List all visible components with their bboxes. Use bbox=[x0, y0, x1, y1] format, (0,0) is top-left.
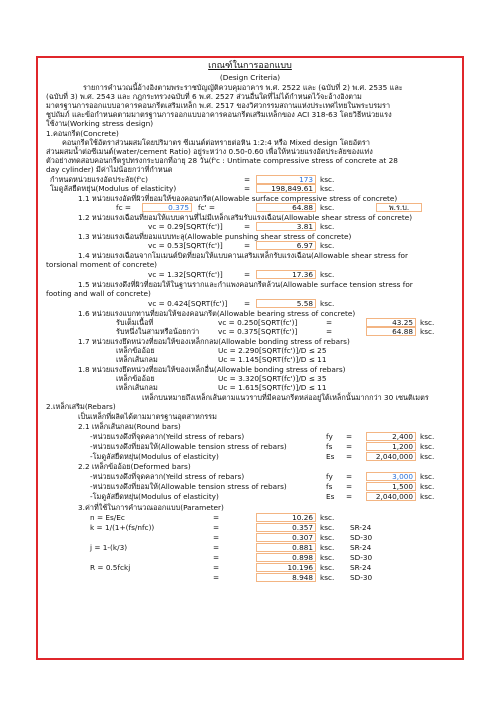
s15-formula: vc = 0.424[SQRT(fc')] bbox=[148, 299, 228, 308]
deformed-fs-unit: ksc. bbox=[420, 482, 435, 491]
s11-unit: ksc. bbox=[320, 203, 335, 212]
round-fs-eq: = bbox=[346, 442, 353, 451]
deformed-fy-input[interactable]: 3,000 bbox=[366, 472, 416, 481]
param-n-unit: ksc. bbox=[320, 513, 335, 522]
param-n-eq: = bbox=[213, 513, 220, 522]
s16-value-2: 64.88 bbox=[366, 327, 416, 336]
s17-formula-2: Uc = 1.145[SQRT(fc')]/D ≤ 11 bbox=[218, 355, 327, 364]
param-r-sd-unit: ksc. bbox=[320, 573, 335, 582]
param-j-sd-unit: ksc. bbox=[320, 553, 335, 562]
intro-line-5: ใช้งาน(Working stress design) bbox=[46, 119, 154, 128]
param-n-value: 10.26 bbox=[256, 513, 316, 522]
s16-formula-1: vc = 0.250[SQRT(fc')] bbox=[218, 318, 298, 327]
param-r-sr-value: 10.196 bbox=[256, 563, 316, 572]
s16-eq-2: = bbox=[326, 327, 333, 336]
deformed-es-unit: ksc. bbox=[420, 492, 435, 501]
s16-value-1: 43.25 bbox=[366, 318, 416, 327]
s11-coef-input[interactable]: 0.375 bbox=[142, 203, 192, 212]
s15-value: 5.58 bbox=[256, 299, 316, 308]
s14-heading: 1.4 หน่วยแรงเฉือนจากโมเมนต์บิดที่ยอมให้แบบคานเสริมเหล็กรับแรงเฉือน(Allowable shear stress for bbox=[78, 251, 408, 260]
section-parameter-heading: 3.ค่าที่ใช้ในการคำนวณออกแบบ(Parameter) bbox=[78, 503, 224, 512]
round-fs-label: -หน่วยแรงดึงที่ยอมให้(Allowable tension stress of rebars) bbox=[90, 442, 287, 451]
round-fy-value: 2,400 bbox=[366, 432, 416, 441]
s16-heading: 1.6 หน่วยแรงแบกทานที่ยอมให้ของคอนกรีต(Allowable bearing stress of concrete) bbox=[78, 309, 356, 318]
s13-eq: = bbox=[244, 241, 251, 250]
s13-value: 6.97 bbox=[256, 241, 316, 250]
s22-heading: 2.2 เหล็กข้ออ้อย(Deformed bars) bbox=[78, 462, 191, 471]
param-k-sd-eq: = bbox=[213, 533, 220, 542]
section-concrete-heading: 1.คอนกรีต(Concrete) bbox=[46, 129, 119, 138]
s14-eq: = bbox=[244, 270, 251, 279]
deformed-fy-symbol: fy bbox=[326, 472, 333, 481]
param-n-label: n = Es/Ec bbox=[90, 513, 125, 522]
fc-eq: = bbox=[244, 175, 251, 184]
intro-line-4: ชูปถัมภ์ และข้อกำหนดตามมาตรฐานการออกแบบอาคารคอนกรีตเสริมเหล็กของ ACI 318-63 โดยวิธีหน่วยแรง bbox=[46, 110, 392, 119]
deformed-es-eq: = bbox=[346, 492, 353, 501]
ec-unit: ksc. bbox=[320, 184, 335, 193]
fc-unit: ksc. bbox=[320, 175, 335, 184]
param-j-sr-unit: ksc. bbox=[320, 543, 335, 552]
page-title: เกณฑ์ในการออกแบบ bbox=[208, 61, 292, 71]
ec-eq: = bbox=[244, 184, 251, 193]
s17-formula-1: Uc = 2.290[SQRT(fc')]/D ≤ 25 bbox=[218, 346, 327, 355]
s18-round-label: เหล็กเส้นกลม bbox=[116, 383, 158, 392]
s13-unit: ksc. bbox=[320, 241, 335, 250]
s16-third-area-label: รับหนึ่งในสามหรือน้อยกว่า bbox=[116, 327, 200, 336]
round-es-unit: ksc. bbox=[420, 452, 435, 461]
ec-value: 198,849.61 bbox=[256, 184, 316, 193]
top-bar-note: เหล็กบนหมายถึงเหล็กเส้นตามแนวราบที่มีคอนกรีตหล่ออยู่ใต้เหล็กนั้นมากกว่า 30 เซนติเมตร bbox=[142, 393, 429, 402]
s18-heading: 1.8 หน่วยแรงยึดหน่วงที่ยอมให้ของเหล็กอื่น(Allowable bonding stress of rebars) bbox=[78, 365, 346, 374]
param-r-sr-grade: SR-24 bbox=[350, 563, 372, 572]
deformed-es-symbol: Es bbox=[326, 492, 335, 501]
s11-symbol: fc = bbox=[116, 203, 132, 212]
param-r-sd-value: 8.948 bbox=[256, 573, 316, 582]
round-fy-unit: ksc. bbox=[420, 432, 435, 441]
s14-unit: ksc. bbox=[320, 270, 335, 279]
s15-heading: 1.5 หน่วยแรงดึงที่ผิวที่ยอมให้ในฐานรากและกำแพงคอนกรีตล้วน(Allowable surface tension stress for bbox=[78, 280, 413, 289]
s12-formula: vc = 0.29[SQRT(fc')] bbox=[148, 222, 223, 231]
round-es-symbol: Es bbox=[326, 452, 335, 461]
deformed-fs-eq: = bbox=[346, 482, 353, 491]
intro-line-2: (ฉบับที่ 3) พ.ศ. 2543 และ กฎกระทรวงฉบับที่ 6 พ.ศ. 2527 ส่วนอื่นใดที่ไม่ได้กำหนดไว้จะอ้างอิงตาม bbox=[46, 92, 362, 101]
deformed-fy-eq: = bbox=[346, 472, 353, 481]
param-j-sr-grade: SR-24 bbox=[350, 543, 372, 552]
param-r-label: R = 0.5fckj bbox=[90, 563, 131, 572]
param-k-sd-unit: ksc. bbox=[320, 533, 335, 542]
param-j-sr-value: 0.881 bbox=[256, 543, 316, 552]
round-fy-label: -หน่วยแรงดึงที่จุดคลาก(Yeild stress of rebars) bbox=[90, 432, 245, 441]
s11-symbol-b: fc' = bbox=[198, 203, 216, 212]
param-r-sr-eq: = bbox=[213, 563, 220, 572]
rebars-desc: เป็นเหล็กที่ผลิตได้ตามมาตรฐานอุตสาหกรรม bbox=[78, 412, 217, 421]
param-r-sd-grade: SD-30 bbox=[350, 573, 373, 582]
s14-formula: vc = 1.32[SQRT(fc')] bbox=[148, 270, 223, 279]
s17-heading: 1.7 หน่วยแรงยึดหน่วงที่ยอมให้ของเหล็กกลม(Allowable bonding stress of rebars) bbox=[78, 337, 350, 346]
round-fy-symbol: fy bbox=[326, 432, 333, 441]
param-k-sr-unit: ksc. bbox=[320, 523, 335, 532]
s12-unit: ksc. bbox=[320, 222, 335, 231]
param-r-sd-eq: = bbox=[213, 573, 220, 582]
s15-unit: ksc. bbox=[320, 299, 335, 308]
s18-deformed-label: เหล็กข้ออ้อย bbox=[116, 374, 155, 383]
round-fy-eq: = bbox=[346, 432, 353, 441]
param-k-sr-grade: SR-24 bbox=[350, 523, 372, 532]
s11-code-select[interactable]: พ.ร.บ. bbox=[376, 203, 422, 212]
design-criteria-sheet bbox=[36, 56, 464, 660]
s16-unit-2: ksc. bbox=[420, 327, 435, 336]
section-rebars-heading: 2.เหล็กเสริม(Rebars) bbox=[46, 402, 116, 411]
param-j-sd-eq: = bbox=[213, 553, 220, 562]
round-es-value: 2,040,000 bbox=[366, 452, 416, 461]
round-fs-value: 1,200 bbox=[366, 442, 416, 451]
round-fs-unit: ksc. bbox=[420, 442, 435, 451]
intro-line-1: รายการคำนวณนี้อ้างอิงตามพระราชบัญญัติควบคุมอาคาร พ.ศ. 2522 และ (ฉบับที่ 2) พ.ศ. 2535 และ bbox=[83, 83, 403, 92]
s21-heading: 2.1 เหล็กเส้นกลม(Round bars) bbox=[78, 422, 181, 431]
param-r-sr-unit: ksc. bbox=[320, 563, 335, 572]
s18-formula-2: Uc = 1.615[SQRT(fc')]/D ≤ 11 bbox=[218, 383, 327, 392]
s12-value: 3.81 bbox=[256, 222, 316, 231]
s17-deformed-label: เหล็กข้ออ้อย bbox=[116, 346, 155, 355]
s17-round-label: เหล็กเส้นกลม bbox=[116, 355, 158, 364]
round-es-eq: = bbox=[346, 452, 353, 461]
s16-unit-1: ksc. bbox=[420, 318, 435, 327]
param-k-sd-value: 0.307 bbox=[256, 533, 316, 542]
s16-eq-1: = bbox=[326, 318, 333, 327]
concrete-desc-4: day cylinder) มีค่าไม่น้อยกว่าที่กำหนด bbox=[46, 165, 173, 174]
deformed-es-value: 2,040,000 bbox=[366, 492, 416, 501]
param-k-label: k = 1/(1+(fs/nfc)) bbox=[90, 523, 155, 532]
param-k-sr-value: 0.357 bbox=[256, 523, 316, 532]
s15-eq: = bbox=[244, 299, 251, 308]
param-k-sr-eq: = bbox=[213, 523, 220, 532]
deformed-es-label: -โมดูลัสยืดหยุ่น(Modulus of elasticity) bbox=[90, 492, 219, 501]
round-es-label: -โมดูลัสยืดหยุ่น(Modulus of elasticity) bbox=[90, 452, 219, 461]
fc-label: กำหนดหน่วยแรงอัดประลัย(f'c) bbox=[50, 175, 149, 184]
page-subtitle: (Design Criteria) bbox=[219, 73, 281, 82]
s18-formula-1: Uc = 3.320[SQRT(fc')]/D ≤ 35 bbox=[218, 374, 327, 383]
deformed-fy-label: -หน่วยแรงดึงที่จุดคลาก(Yeild stress of rebars) bbox=[90, 472, 245, 481]
deformed-fs-symbol: fs bbox=[326, 482, 333, 491]
s15-heading-cont: footing and wall of concrete) bbox=[46, 289, 151, 298]
param-j-sd-value: 0.898 bbox=[256, 553, 316, 562]
param-j-sd-grade: SD-30 bbox=[350, 553, 373, 562]
s12-heading: 1.2 หน่วยแรงเฉือนที่ยอมให้แบบคานที่ไม่มีเหล็กเสริมรับแรงเฉือน(Allowable shear stress of concrete) bbox=[78, 213, 413, 222]
deformed-fs-label: -หน่วยแรงดึงที่ยอมให้(Allowable tension stress of rebars) bbox=[90, 482, 287, 491]
deformed-fs-value: 1,500 bbox=[366, 482, 416, 491]
s13-formula: vc = 0.53[SQRT(fc')] bbox=[148, 241, 223, 250]
s11-heading: 1.1 หน่วยแรงอัดที่ผิวที่ยอมให้ของคอนกรีต(Allowable surface compressive stress of concrete) bbox=[78, 194, 398, 203]
intro-line-3: มาตรฐานการออกแบบอาคารคอนกรีตเสริมเหล็ก พ.ศ. 2517 ของวิศวกรรมสถานแห่งประเทศไทยในพระบรมรา bbox=[46, 101, 391, 110]
concrete-desc-3: ตัวอย่างทดสอบคอนกรีตรูปทรงกระบอกที่อายุ 28 วัน(f'c : Untimate compressive stress of concrete at 28 bbox=[46, 156, 398, 165]
s12-eq: = bbox=[244, 222, 251, 231]
s14-heading-cont: torsional moment of concrete) bbox=[46, 260, 158, 269]
param-j-sr-eq: = bbox=[213, 543, 220, 552]
deformed-fy-unit: ksc. bbox=[420, 472, 435, 481]
concrete-desc-1: คอนกรีตใช้อัตราส่วนผสมโดยปริมาตร ซีเมนต์ต่อทรายต่อหิน 1:2:4 หรือ Mixed design โดยอัตรา bbox=[62, 138, 370, 147]
s13-heading: 1.3 หน่วยแรงเฉือนที่ยอมแบบทะลุ(Allowable punshing shear stress of concrete) bbox=[78, 232, 352, 241]
fc-input[interactable]: 173 bbox=[256, 175, 316, 184]
s14-value: 17.36 bbox=[256, 270, 316, 279]
ec-label: โมดูลัสยืดหยุ่น(Modulus of elasticity) bbox=[50, 184, 177, 193]
param-j-label: j = 1-(k/3) bbox=[90, 543, 128, 552]
param-k-sd-grade: SD-30 bbox=[350, 533, 373, 542]
s16-full-area-label: รับเต็มเนื้อที่ bbox=[116, 318, 154, 327]
s16-formula-2: vc = 0.375[SQRT(fc')] bbox=[218, 327, 298, 336]
concrete-desc-2: ส่วนผสมน้ำต่อซีเมนต์(water/cement Ratio) อยู่ระหว่าง 0.50-0.60 เพื่อให้หน่วยแรงอัดประลัยของแท่ง bbox=[46, 147, 373, 156]
s11-value: 64.88 bbox=[256, 203, 316, 212]
round-fs-symbol: fs bbox=[326, 442, 333, 451]
